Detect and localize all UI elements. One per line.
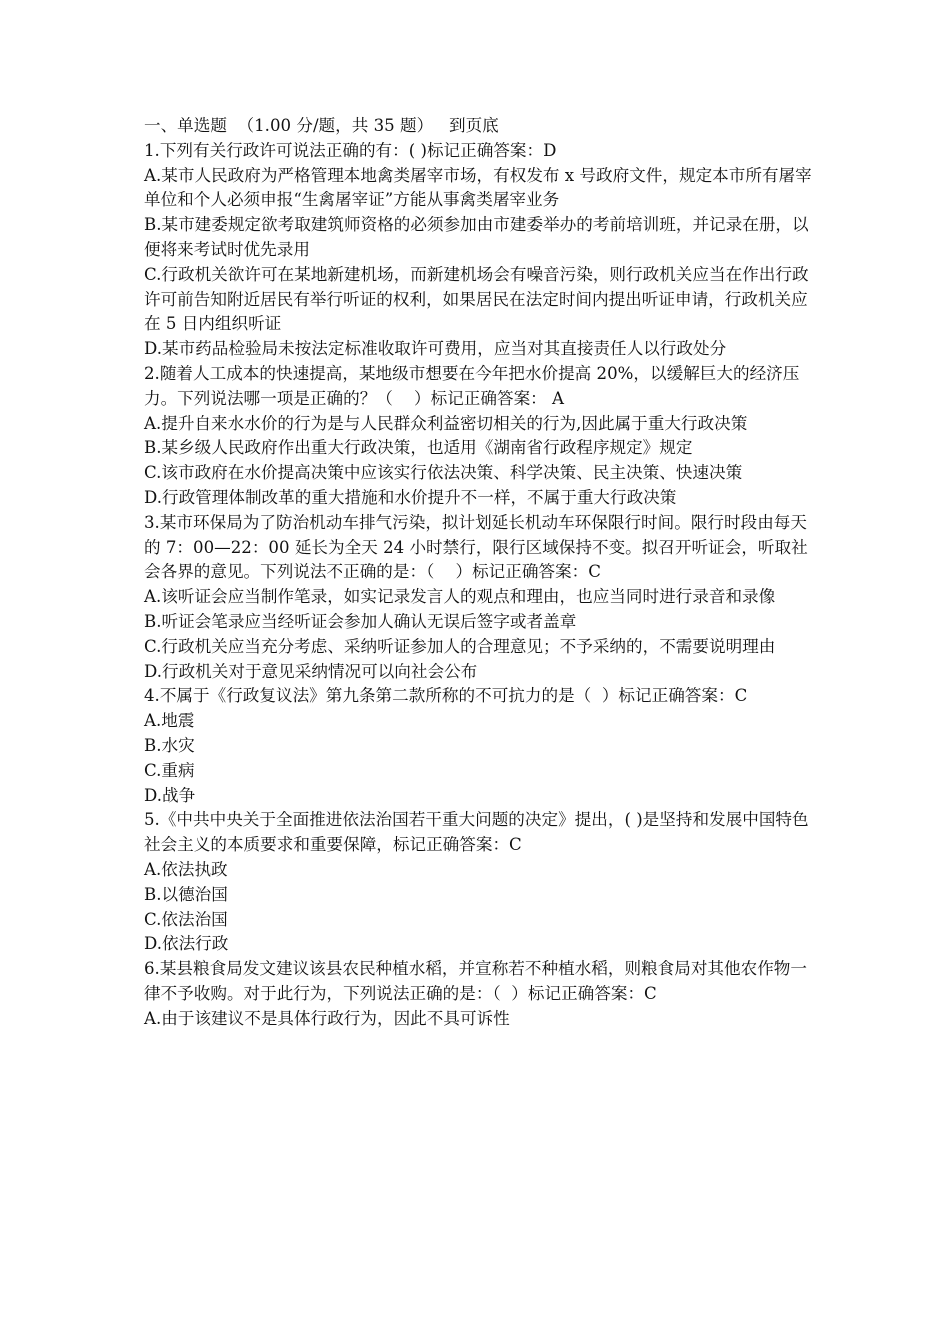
option-5b: B.以德治国: [144, 884, 228, 904]
option-2a: A.提升自来水水价的行为是与人民群众利益密切相关的行为,因此属于重大行政决策: [144, 413, 748, 433]
option-1c: C.行政机关欲许可在某地新建机场，而新建机场会有噪音污染，则行政机关应当在作出行政许可前告知附近居民有举行听证的权利，如果居民在法定时间内提出听证申请，行政机关应在 5 日内组织听证: [144, 264, 809, 334]
option-5a: A.依法执政: [144, 859, 228, 879]
section-title: 一、单选题: [144, 116, 227, 135]
option-2d: D.行政管理体制改革的重大措施和水价提升不一样，不属于重大行政决策: [144, 487, 677, 507]
to-bottom-link[interactable]: 到页底: [449, 116, 499, 135]
option-5d: D.依法行政: [144, 934, 229, 954]
option-5c: C.依法治国: [144, 909, 228, 929]
option-6a: A.由于该建议不是具体行政行为，因此不具可诉性: [144, 1008, 510, 1028]
option-4b: B.水灾: [144, 735, 195, 755]
option-2c: C.该市政府在水价提高决策中应该实行依法决策、科学决策、民主决策、快速决策: [144, 463, 743, 483]
question-5: 5.《中共中央关于全面推进依法治国若干重大问题的决定》提出，( )是坚持和发展中国特色社会主义的本质要求和重要保障，标记正确答案：C: [144, 810, 809, 855]
option-3c: C.行政机关应当充分考虑、采纳听证参加人的合理意见；不予采纳的，不需要说明理由: [144, 636, 776, 656]
option-3d: D.行政机关对于意见采纳情况可以向社会公布: [144, 661, 478, 681]
section-header: [144, 114, 812, 139]
question-1: 1.下列有关行政许可说法正确的有：( )标记正确答案：D: [144, 140, 557, 160]
option-4c: C.重病: [144, 760, 195, 780]
option-3b: B.听证会笔录应当经听证会参加人确认无误后签字或者盖章: [144, 611, 577, 631]
option-4d: D.战争: [144, 785, 196, 805]
option-1b: B.某市建委规定欲考取建筑师资格的必须参加由市建委举办的考前培训班，并记录在册，以便将来考试时优先录用: [144, 215, 809, 259]
question-6: 6.某县粮食局发文建议该县农民种植水稻，并宣称若不种植水稻，则粮食局对其他农作物一律不予收购。对于此行为，下列说法正确的是：（ ）标记正确答案：C: [144, 959, 807, 1003]
score-info: （1.00 分/题，共 35 题）: [237, 116, 434, 135]
question-3: 3.某市环保局为了防治机动车排气污染，拟计划延长机动车环保限行时间。限行时段由每天的 7：00—22：00 延长为全天 24 小时禁行，限行区域保持不变。拟召开听证会，听取社会各界的意见。下列说法不正确的是：（ ）标记正确答案：C: [144, 512, 808, 582]
question-2: 2.随着人工成本的快速提高，某地级市想要在今年把水价提高 20%，以缓解巨大的经济压力。下列说法哪一项是正确的？（ ）标记正确答案： A: [144, 363, 800, 408]
document-body: [144, 114, 812, 1031]
option-1a: A.某市人民政府为严格管理本地禽类屠宰市场，有权发布 x 号政府文件，规定本市所有屠宰单位和个人必须申报“生禽屠宰证”方能从事禽类屠宰业务: [144, 165, 812, 210]
option-1d: D.某市药品检验局未按法定标准收取许可费用，应当对其直接责任人以行政处分: [144, 339, 727, 359]
option-4a: A.地震: [144, 711, 195, 731]
option-2b: B.某乡级人民政府作出重大行政决策，也适用《湖南省行政程序规定》规定: [144, 438, 693, 458]
option-3a: A.该听证会应当制作笔录，如实记录发言人的观点和理由，也应当同时进行录音和录像: [144, 587, 776, 607]
question-4: 4.不属于《行政复议法》第九条第二款所称的不可抗力的是（ ）标记正确答案：C: [144, 686, 748, 706]
